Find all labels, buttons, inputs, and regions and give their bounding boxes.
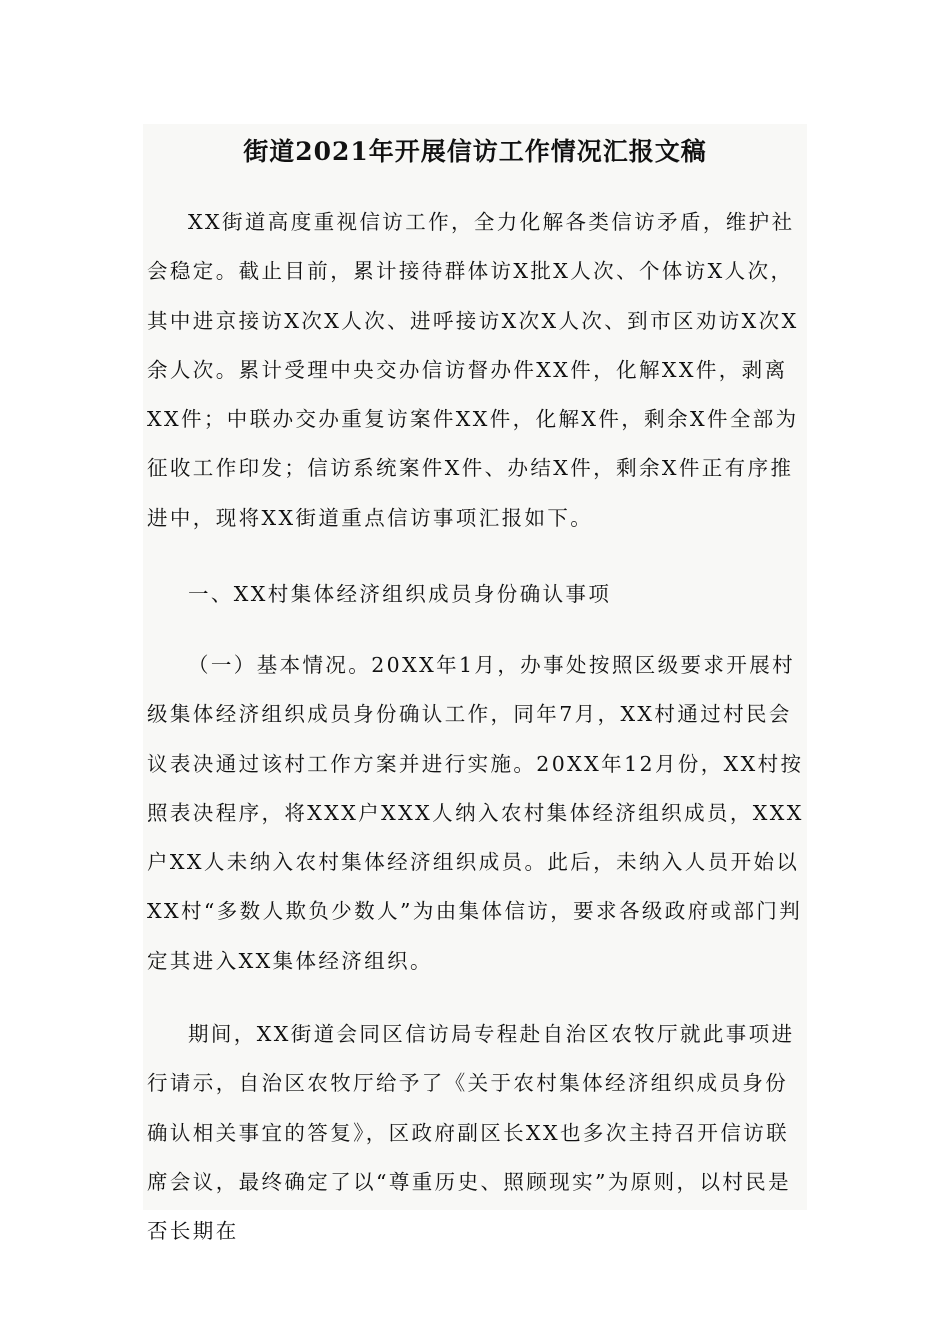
- document-title: 街道2021年开展信访工作情况汇报文稿: [243, 137, 707, 166]
- intro-paragraph: XX街道高度重视信访工作，全力化解各类信访矛盾，维护社会稳定。截止目前，累计接待群体访X批X人次、个体访X人次，其中进京接访X次X人次、进呼接访X次X人次、到市区劝访X次X余人次。累计受理中央交办信访督办件XX件，化解XX件，剥离XX件；中联办交办重复访案件XX件，化解X件，剩余X件全部为征收工作印发；信访系统案件X件、办结X件，剩余X件正有序推进中，现将XX街道重点信访事项汇报如下。: [147, 210, 799, 530]
- process-paragraph: 期间，XX街道会同区信访局专程赴自治区农牧厅就此事项进行请示，自治区农牧厅给予了《关于农村集体经济组织成员身份确认相关事宜的答复》，区政府副区长XX也多次主持召开信访联席会议，最终确定了以“尊重历史、照顾现实”为原则，以村民是否长期在: [147, 1022, 795, 1244]
- section-heading: 一、XX村集体经济组织成员身份确认事项: [188, 582, 612, 606]
- basic-situation-paragraph: （一）基本情况。20XX年1月，办事处按照区级要求开展村级集体经济组织成员身份确认工作，同年7月，XX村通过村民会议表决通过该村工作方案并进行实施。20XX年12月份，XX村按照表决程序，将XXX户XXX人纳入农村集体经济组织成员，XXX户XX人未纳入农村集体经济组织成员。此后，未纳入人员开始以XX村“多数人欺负少数人”为由集体信访，要求各级政府或部门判定其进入XX集体经济组织。: [147, 653, 804, 973]
